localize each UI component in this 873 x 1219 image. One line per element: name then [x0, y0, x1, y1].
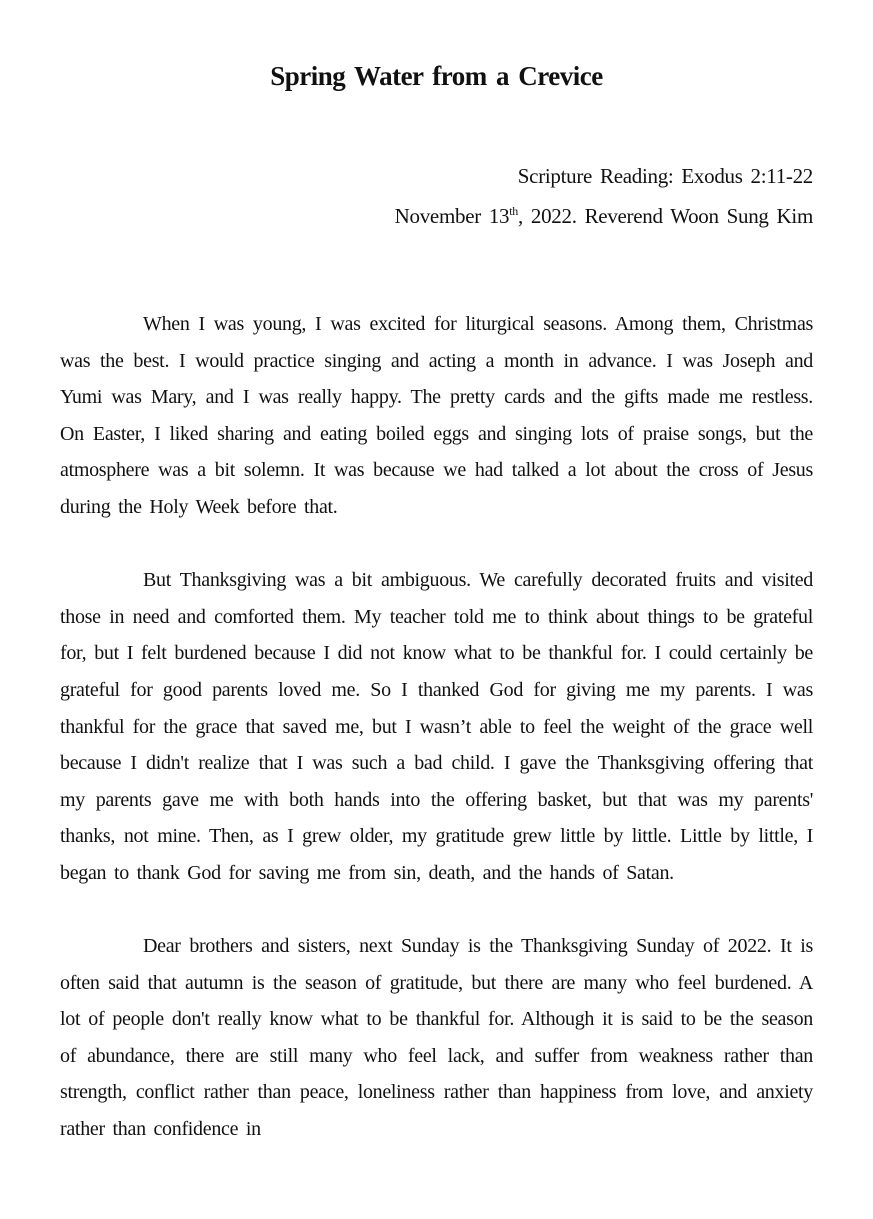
document-body: [60, 306, 813, 1184]
date-month: November 13: [394, 204, 510, 228]
date-rest: , 2022. Reverend Woon Sung Kim: [518, 204, 813, 228]
paragraph-3: Dear brothers and sisters, next Sunday is the Thanksgiving Sunday of 2022. It is often said that autumn is the season of gratitude, but there are many who feel burdened. A lot of people don't really know what to be thankful for. Although it is said to be the season of abundance, there are still many who feel lack, and suffer from weakness rather than strength, conflict rather than peace, loneliness rather than happiness from love, and anxiety rather than confidence in: [60, 935, 813, 1141]
sermon-date-line: [395, 196, 813, 236]
paragraph-2: But Thanksgiving was a bit ambiguous. We carefully decorated fruits and visited those in need and comforted them. My teacher told me to think about things to be grateful for, but I felt burdened because I did not know what to be thankful for. I could certainly be grateful for good parents loved me. So I thanked God for giving me my parents. I was thankful for the grace that saved me, but I wasn’t able to feel the weight of the grace well because I didn't realize that I was such a bad child. I gave the Thanksgiving offering that my parents gave me with both hands into the offering basket, but that was my parents' thanks, not mine. Then, as I grew older, my gratitude grew little by little. Little by little, I began to thank God for saving me from sin, death, and the hands of Satan.: [60, 569, 813, 884]
document-title: Spring Water from a Crevice: [270, 61, 603, 91]
date-suffix: th: [509, 204, 518, 218]
paragraph-1: When I was young, I was excited for liturgical seasons. Among them, Christmas was the best. I would practice singing and acting a month in advance. I was Joseph and Yumi was Mary, and I was really happy. The pretty cards and the gifts made me restless. On Easter, I liked sharing and eating boiled eggs and singing lots of praise songs, but the atmosphere was a bit solemn. It was because we had talked a lot about the cross of Jesus during the Holy Week before that.: [60, 313, 813, 518]
sermon-meta: [395, 156, 813, 236]
scripture-reading: Scripture Reading: Exodus 2:11-22: [517, 164, 813, 188]
